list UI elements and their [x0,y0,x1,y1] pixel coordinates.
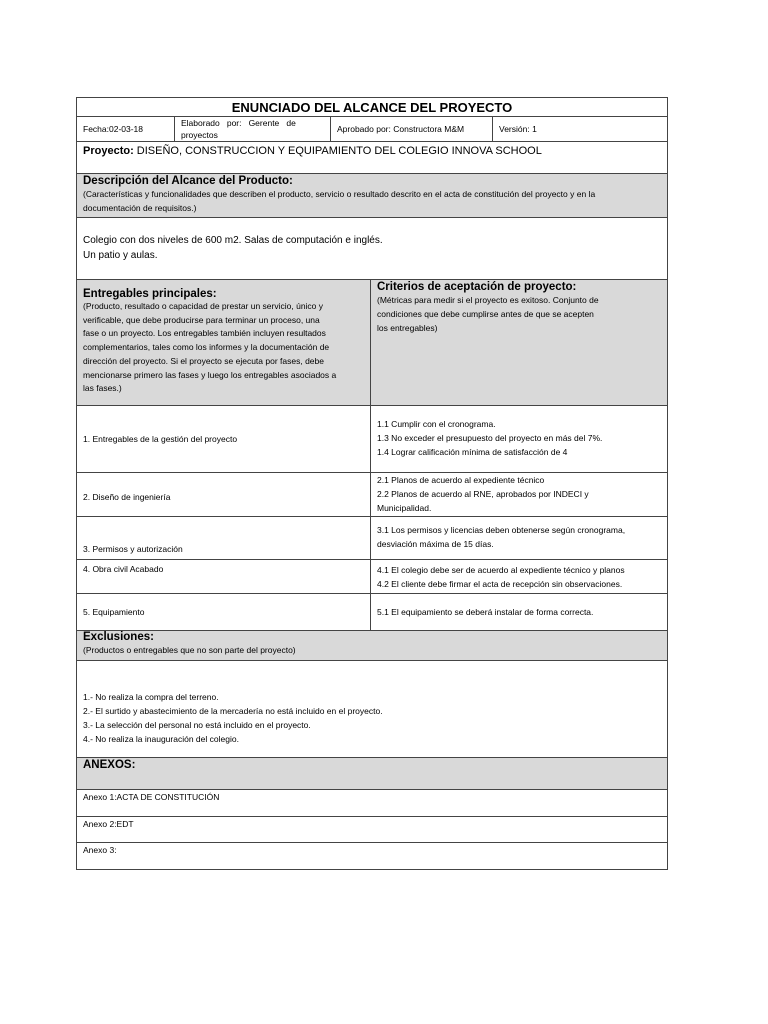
entregables-note-line: mencionarse primero las fases y luego los entregables asociados a [83,369,337,380]
entregables-criterios-header-row [77,280,667,406]
descripcion-text-line2: Un patio y aulas. [83,250,158,261]
criteria-line: 3.1 Los permisos y licencias deben obtenerse según cronograma, [377,525,626,535]
criterios-note-line: condiciones que debe cumplirse antes de que se acepten [377,309,594,319]
criteria-line: 5.1 El equipamiento se deberá instalar de forma correcta. [377,607,594,617]
elaborado-cell [175,117,331,141]
entregables-header-cell [77,280,371,405]
exclusion-item: 1.- No realiza la compra del terreno. [83,692,219,702]
criterios-note-line: los entregables) [377,323,438,333]
entregables-note-line: las fases.) [83,383,122,394]
criterios-header-cell [371,280,667,405]
criteria-line: Municipalidad. [377,503,432,513]
entregables-note-line: fase o un proyecto. Los entregables también incluyen resultados [83,328,326,339]
entregables-note-line: (Producto, resultado o capacidad de prestar un servicio, único y [83,301,324,311]
deliverable-criteria [371,517,667,559]
proyecto-value: DISEÑO, CONSTRUCCION Y EQUIPAMIENTO DEL COLEGIO INNOVA SCHOOL [133,145,542,157]
proyecto-label: Proyecto: [83,145,134,157]
entregables-note [83,300,364,396]
anexo-row [77,790,667,817]
entregables-heading: Entregables principales: [83,288,217,300]
scope-statement-document [76,97,668,870]
deliverable-name: 5. Equipamiento [77,594,371,630]
descripcion-text-line1: Colegio con dos niveles de 600 m2. Salas de computación e inglés. [83,235,383,246]
deliverable-criteria [371,473,667,516]
deliverable-row [77,560,667,594]
exclusiones-header-row [77,631,667,661]
anexo-item: Anexo 3: [83,845,117,855]
deliverable-row [77,594,667,631]
anexos-header-row [77,758,667,790]
version-cell: Versión: 1 [499,123,537,134]
criteria-line: desviación máxima de 15 días. [377,539,494,549]
criteria-line: 1.3 No exceder el presupuesto del proyecto en más del 7%. [377,433,603,443]
document-title: ENUNCIADO DEL ALCANCE DEL PROYECTO [231,100,513,115]
deliverable-row [77,517,667,560]
elaborado-line1: Elaborado por: Gerente de [181,118,296,128]
criteria-line: 4.2 El cliente debe firmar el acta de recepción sin observaciones. [377,579,623,589]
criteria-line: 1.1 Cumplir con el cronograma. [377,419,496,429]
meta-row [77,117,667,142]
criterios-note-line: (Métricas para medir si el proyecto es exitoso. Conjunto de [377,295,599,305]
proyecto-cell [77,142,548,173]
exclusiones-list-row [77,661,667,758]
descripcion-header-row [77,174,667,218]
anexo-item: Anexo 2:EDT [83,819,134,829]
exclusiones-note: (Productos o entregables que no son parte del proyecto) [83,645,296,655]
deliverable-name: 1. Entregables de la gestión del proyecto [77,406,371,472]
proyecto-row [77,142,667,174]
entregables-note-line: verificable, que debe producirse para terminar un proceso, una [83,314,320,325]
deliverable-criteria [371,594,667,630]
deliverable-row [77,473,667,517]
anexo-row [77,843,667,869]
deliverable-row [77,406,667,473]
deliverable-name: 3. Permisos y autorización [77,517,371,559]
descripcion-heading: Descripción del Alcance del Producto: [83,175,293,187]
anexo-row [77,817,667,843]
deliverable-name: 4. Obra civil Acabado [77,560,371,593]
deliverable-name: 2. Diseño de ingeniería [77,473,371,516]
criterios-heading: Criterios de aceptación de proyecto: [377,281,577,293]
anexos-heading: ANEXOS: [83,759,136,771]
descripcion-header-cell [77,174,667,217]
criteria-line: 2.2 Planos de acuerdo al RNE, aprobados por INDECI y [377,489,589,499]
aprobado-cell: Aprobado por: Constructora M&M [331,117,493,141]
descripcion-note-line2: documentación de requisitos.) [83,203,197,213]
title-row [77,98,667,117]
exclusion-item: 2.- El surtido y abastecimiento de la mercadería no está incluido en el proyecto. [83,706,383,716]
anexo-item: Anexo 1:ACTA DE CONSTITUCIÓN [83,792,220,802]
deliverable-criteria [371,406,667,472]
fecha-cell: Fecha:02-03-18 [77,117,175,141]
exclusiones-heading: Exclusiones: [83,631,154,643]
elaborado-line2: proyectos [181,130,218,140]
criteria-line: 1.4 Lograr calificación mínima de satisfacción de 4 [377,447,568,457]
exclusiones-header-cell [77,631,302,660]
entregables-note-line: complementarios, tales como los informes y la documentación de [83,342,330,353]
entregables-note-line: dirección del proyecto. Si el proyecto se ejecuta por fases, debe [83,355,324,366]
criterios-note [377,293,661,335]
descripcion-note-line1: (Características y funcionalidades que describen el producto, servicio o resultado descrito en el acta de constitución del proyecto y en la [83,189,596,199]
exclusion-item: 3.- La selección del personal no está incluido en el proyecto. [83,720,311,730]
criteria-line: 2.1 Planos de acuerdo al expediente técnico [377,475,545,485]
criteria-line: 4.1 El colegio debe ser de acuerdo al expediente técnico y planos [377,565,625,575]
exclusiones-list [77,661,389,757]
descripcion-text-row [77,218,667,280]
deliverable-criteria [371,560,667,593]
exclusion-item: 4.- No realiza la inauguración del colegio. [83,734,239,744]
descripcion-text-cell [77,218,389,279]
